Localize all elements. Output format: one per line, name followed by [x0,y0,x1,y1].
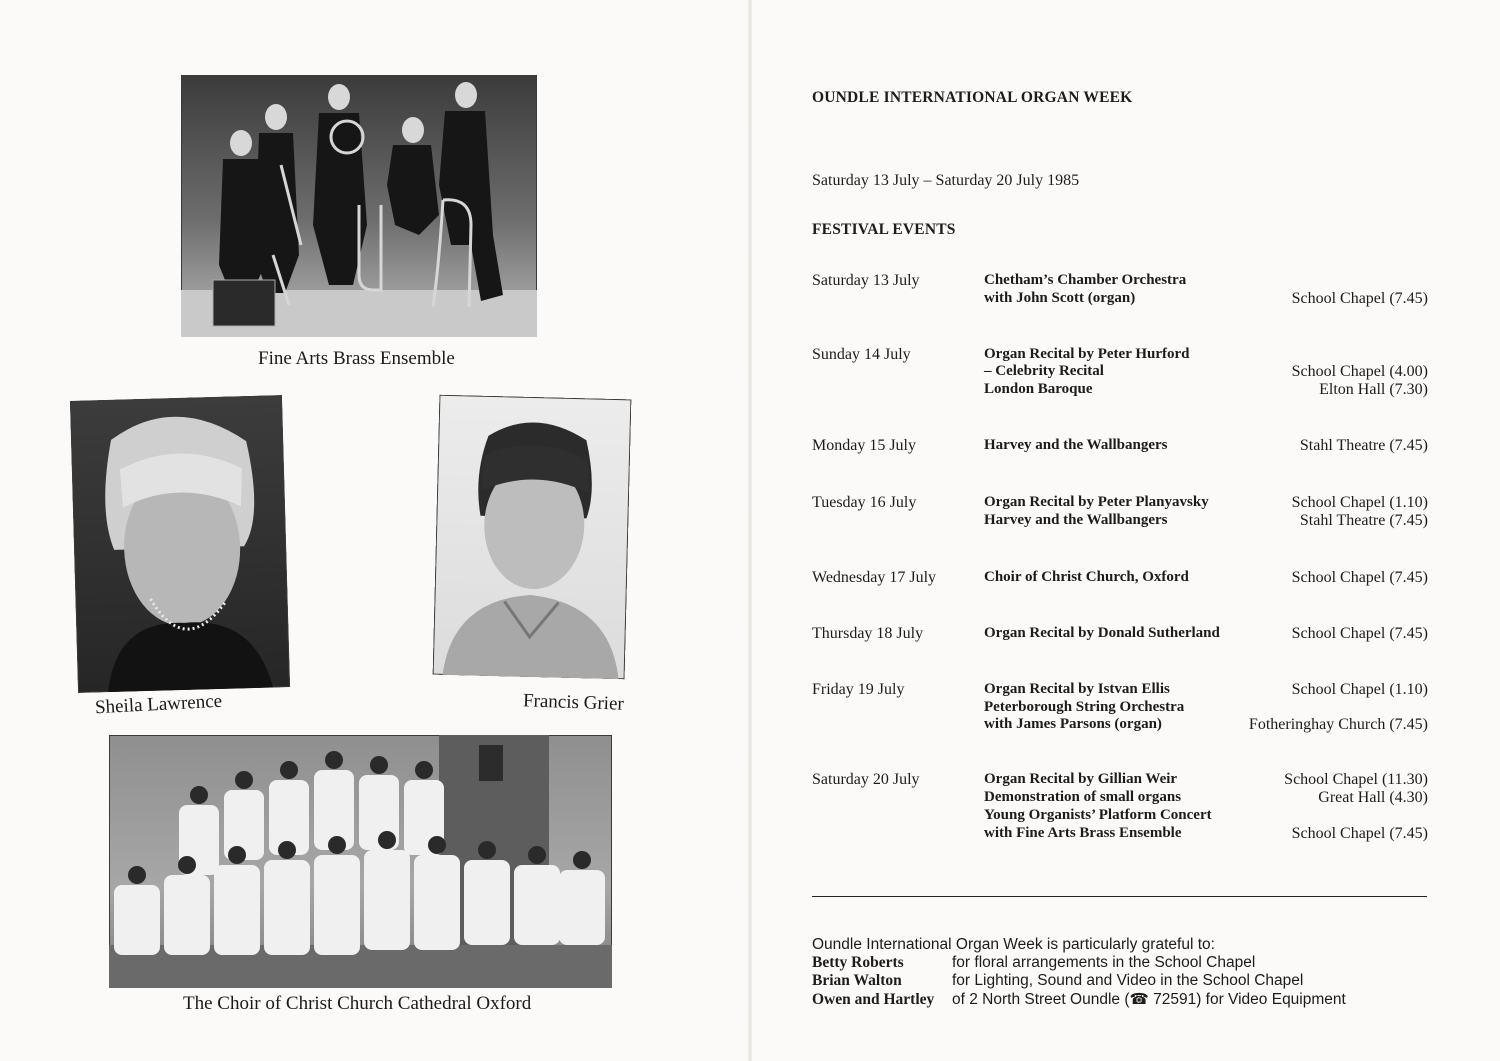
page-fold [748,0,752,1061]
event-line: Organ Recital by Peter Hurford [984,346,1190,362]
event-venue: School Chapel (1.10) [1291,681,1428,698]
event-line: Peterborough String Orchestra [984,699,1185,715]
programme-page [812,0,1432,1061]
thanks-text: for floral arrangements in the School Chapel [952,954,1256,971]
photo-caption: Fine Arts Brass Ensemble [258,348,455,369]
event-venue: Fotheringhay Church (7.45) [1248,716,1428,733]
event-venue: School Chapel (4.00) [1291,363,1428,380]
event-venue: Great Hall (4.30) [1318,789,1428,806]
thanks-intro: Oundle International Organ Week is particularly grateful to: [812,936,1215,953]
event-line: with Fine Arts Brass Ensemble [984,825,1182,841]
event-venue: School Chapel (7.45) [1291,290,1428,307]
francis-grier-photo [433,395,632,680]
event-line: Organ Recital by Peter Planyavsky [984,494,1209,510]
sheila-lawrence-photo [70,395,290,693]
event-line: Harvey and the Wallbangers [984,437,1168,453]
event-venue: School Chapel (7.45) [1291,569,1428,586]
event-day: Tuesday 16 July [812,494,917,511]
thanks-name: Owen and Hartley [812,991,935,1008]
event-venue: Elton Hall (7.30) [1319,381,1428,398]
event-line: Organ Recital by Istvan Ellis [984,681,1170,697]
festival-dates: Saturday 13 July – Saturday 20 July 1985 [812,172,1080,189]
thanks-name: Betty Roberts [812,954,904,971]
thanks-text: of 2 North Street Oundle (☎ 72591) for Video Equipment [952,991,1346,1008]
photo-caption: Sheila Lawrence [94,690,223,719]
event-venue: School Chapel (11.30) [1284,771,1428,788]
thanks-line [812,972,1303,990]
event-day: Thursday 18 July [812,625,924,642]
event-day: Wednesday 17 July [812,569,937,586]
event-venue: School Chapel (1.10) [1291,494,1428,511]
event-venue: School Chapel (7.45) [1291,625,1428,642]
choir-photo [109,735,612,988]
event-line: Demonstration of small organs [984,789,1182,805]
event-line: London Baroque [984,381,1093,397]
event-day: Monday 15 July [812,437,916,454]
event-venue: School Chapel (7.45) [1291,825,1428,842]
event-line: Choir of Christ Church, Oxford [984,569,1189,585]
divider [812,896,1427,897]
page-title: OUNDLE INTERNATIONAL ORGAN WEEK [812,89,1133,106]
event-line: Organ Recital by Gillian Weir [984,771,1178,787]
event-line: with James Parsons (organ) [984,716,1162,732]
event-day: Saturday 13 July [812,272,920,289]
thanks-name: Brian Walton [812,972,902,989]
event-day: Friday 19 July [812,681,905,698]
brass-ensemble-photo [181,75,537,337]
thanks-line [812,990,1346,1009]
thanks-text: for Lighting, Sound and Video in the School Chapel [952,972,1304,989]
event-line: Chetham’s Chamber Orchestra [984,272,1187,288]
thanks-line [812,954,1255,972]
event-line: Young Organists’ Platform Concert [984,807,1212,823]
event-line: with John Scott (organ) [984,290,1136,306]
event-venue: Stahl Theatre (7.45) [1299,512,1428,529]
events-heading: FESTIVAL EVENTS [812,221,956,238]
event-day: Sunday 14 July [812,346,911,363]
photo-caption: The Choir of Christ Church Cathedral Oxford [183,993,532,1014]
photo-caption: Francis Grier [522,690,625,715]
event-line: – Celebrity Recital [984,363,1104,379]
event-line: Harvey and the Wallbangers [984,512,1168,528]
event-day: Saturday 20 July [812,771,920,788]
event-venue: Stahl Theatre (7.45) [1299,437,1428,454]
event-line: Organ Recital by Donald Sutherland [984,625,1220,641]
